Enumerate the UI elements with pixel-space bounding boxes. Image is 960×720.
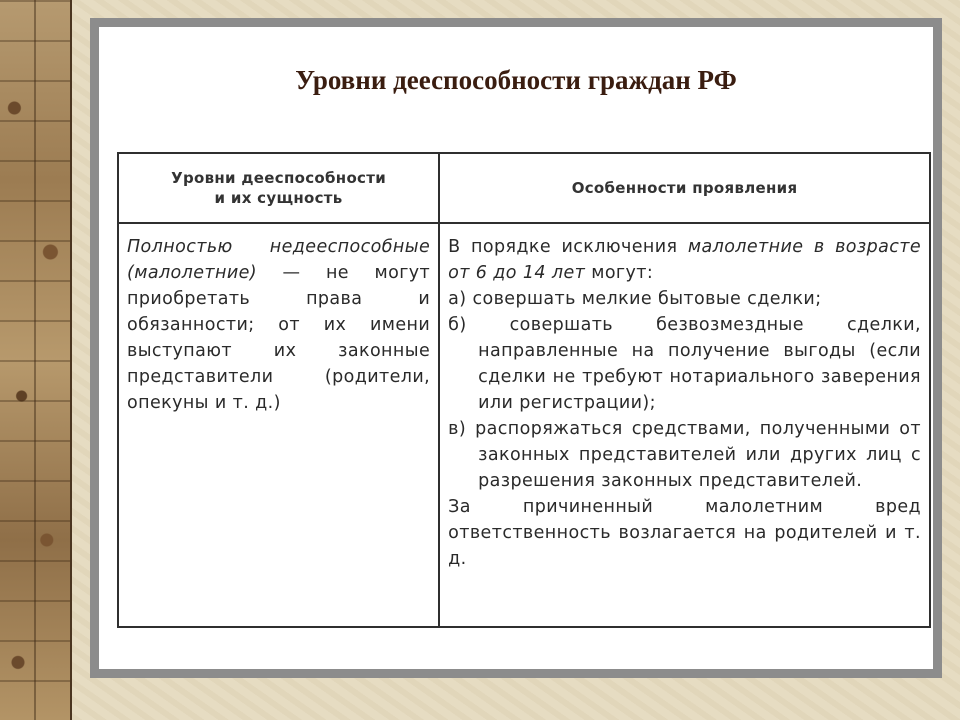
level-name: Полностью недееспособные (малолетние) [127,237,431,283]
capacity-levels-table [117,152,931,628]
header-col1-line2: и их сущность [214,189,343,207]
intro-italic: малолетние в возрасте от 6 до 14 лет [448,237,922,283]
list-item-b: б) совершать безвозмездные сделки, направленные на получение выгоды (если сделки не требуют нотариального заверения или регистрации); [448,315,921,413]
header-features: Особенности проявления [439,153,930,223]
header-levels-and-essence [118,153,439,223]
table-header-row [118,153,930,223]
cell-level-description [118,223,439,627]
header-col1-line1: Уровни дееспособности [171,169,387,187]
list-item-c: в) распоряжаться средствами, полученными от законных представителей или других лиц с разрешения законных представителей. [448,419,921,491]
slide-content [99,27,933,669]
features-closing: За причиненный малолетним вред ответственность возлагается на родителей и т. д. [448,497,921,569]
features-intro [448,234,921,286]
list-item-a: а) совершать мелкие бытовые сделки; [448,289,822,309]
slide-frame [90,18,942,678]
decorative-marble-strip [0,0,72,720]
slide-title: Уровни дееспособности граждан РФ [295,65,737,95]
intro-end: могут: [585,263,654,283]
cell-features [439,223,930,627]
table-row [118,223,930,627]
level-essence: — не могут приобретать права и обязанности; от их имени выступают их законные представители (родители, опекуны и т. д.) [127,263,431,413]
intro-plain: В порядке исключения [448,237,688,257]
